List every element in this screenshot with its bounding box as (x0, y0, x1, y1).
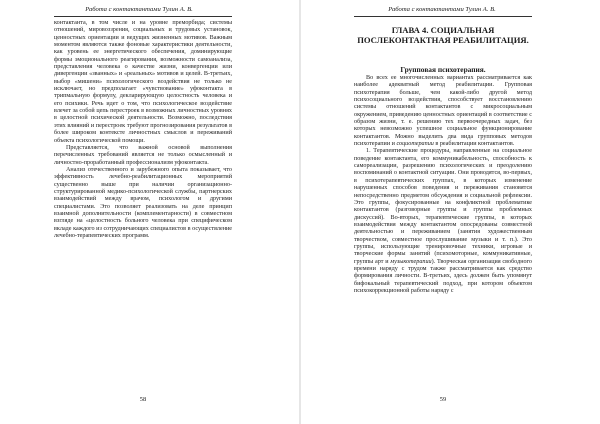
running-head: Работа с контактантами Тулин А. В. (85, 6, 193, 13)
page-number: 58 (139, 396, 147, 403)
header-rule (354, 16, 532, 17)
paragraph: Анализ отечественного и зарубежного опыта показывает, что эффективность лечебно-реабилитационных мероприятий существенно выше при наличии организационно-структурированной медико-психологической службы, партнерских взаимодействий между врачом, психологом и другими специалистами. Это позволяет реализовать на деле принцип взаимной дополнительности (комплементарности) в совместном взгляде на «целостность больного человека при специфическом вкладе каждого из сотрудничающих специалистов в осуществление лечебно-терапевтических программ. (54, 166, 232, 239)
paragraph (354, 148, 532, 295)
page-number: 59 (439, 396, 447, 403)
paragraph: контактанта, в том числе и на уровне преморбида; системы отношений, мировоззрения, социальных и трудовых установок, ценностных ориентации и ведущих жизненных мотивов. Важным моментом являются также фоновые характеристики деятельности, как уровень ее энергетического обеспечения, доминирующие формы эмоционального реагирования, возможности самоанализа, представления человека о качестве жизни, конвергенции или дивергенции «званных» и «реальных» мотивов и целей. В-третьих, выбор «мишени» психологического воздействия не только не исключает, но предполагает «чувствование» уфоконтакта в трипмальную формулу, декларирующую целостность человека и его психики. Речь идет о том, что психологическое воздействие влечет за собой цепь перестроек в возможных личностных уровнях в целостной психической деятельности. Возможно, последствия этих влияний и перестроек требуют прогнозирования результатов в более широком контексте личностных смыслов и переживаний объекта психологической помощи. (54, 20, 232, 144)
paragraph-text: Во всех ее многочисленных вариантах рассматривается как наиболее адекватный метод реабилитации. Групповая психотерапия больше, чем какой-либо другой метод психосоциального воздействия, способствует восстановлению системы отношений контактантов с микросоциальным окружением, приведению ценностных ориентаций в соответствие с образом жизни, т. е. решению тех первоочередных задач, без которых невозможно успешное социальное функционирование контактантов. Можно выделить два вида групповых методов психотерапии и (354, 75, 532, 148)
paragraph (354, 75, 532, 148)
emphasis: социотерапии (396, 141, 434, 148)
running-head: Работа с контактантами Тулин А. В. (388, 6, 496, 13)
paragraph-text: ). Творческая организация свободного времени наряду с трудом также рассматривается как средство формирования личности. В-третьих, здесь должен быть упомянут бифокальный терапевтический подход, при котором объектом психокоррекционной работы наряду с (354, 258, 532, 294)
chapter-title-line-1: ГЛАВА 4. СОЦИАЛЬНАЯ (391, 25, 495, 35)
paragraph: Представляется, что важной основой выполнения перечисленных требований является не только осмысленный и личностно-проработанный профессионализм уфоконтакта. (54, 144, 232, 166)
section-title: Групповая психотерапия. (400, 65, 486, 74)
header-rule (54, 16, 232, 17)
chapter-title-line-2: ПОСЛЕКОНТАКТНАЯ РЕАБИЛИТАЦИЯ. (357, 34, 529, 45)
emphasis: музыкотерапии (390, 258, 432, 265)
chapter-title (354, 26, 532, 45)
right-page-text (354, 75, 532, 295)
paragraph-text: 1. Терапевтические процедуры, направленные на социальное поведение контактанта, его коммуникабельность, способность к самореализации, разрешению психологических и преодолению воспоминаний о контактной ситуации. Они проводятся, во-первых, в психотерапевтических группах, в которых изменение нарушенных способов поведения и переживания становятся непосредственно предметом обсуждения и социальной рефлексии. Это группы, фокусированные на конфликтной проблематике контактантов (разговорные группы и группы проблемных дискуссий). Во-вторых, терапевтические группы, в которых взаимодействия между контактантом опосредованы совместной деятельностью и переживанием (занятия художественным творчеством, совместное прослушивание музыки и т. п.). Это группы, использующие тренировочные техники, игровые и творческие формы занятий (психомоторные, коммуникативные, группы арт и (354, 148, 532, 265)
left-page-text (54, 20, 232, 240)
right-page (300, 0, 600, 424)
paragraph-text: в реабилитации контактантов. (433, 141, 515, 148)
